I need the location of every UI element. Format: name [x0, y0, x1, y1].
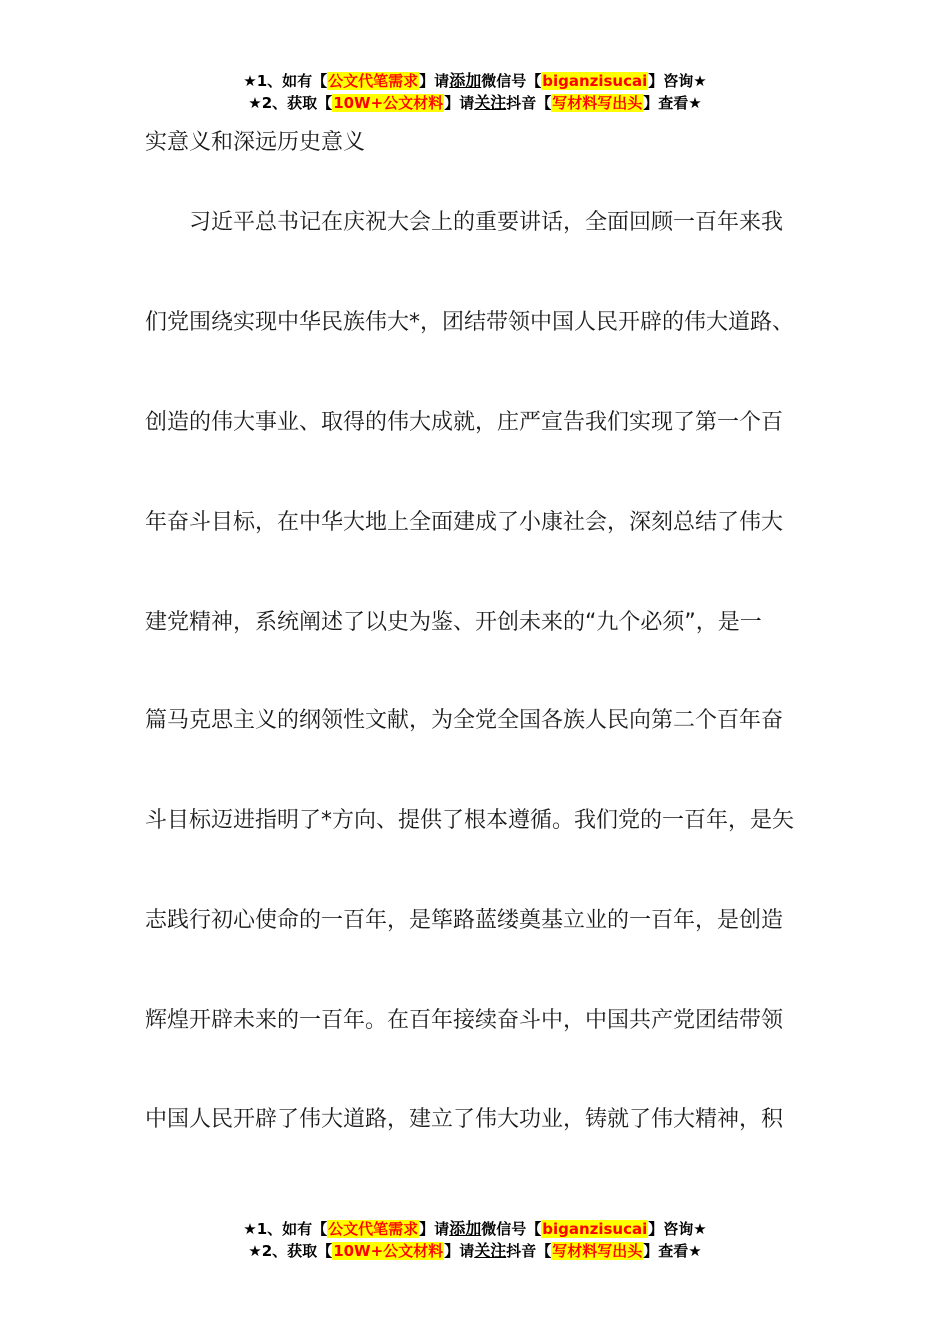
header-banner — [0, 70, 950, 114]
highlight-service: 公文代笔需求 — [328, 1220, 419, 1238]
paragraph-line: 篇马克思主义的纲领性文献，为全党全国各族人民向第二个百年奋 — [145, 708, 784, 733]
banner-line-1 — [0, 70, 950, 92]
highlight-douyin-id: 写材料写出头 — [552, 1242, 643, 1260]
paragraph-line: 志践行初心使命的一百年，是筚路蓝缕奠基立业的一百年，是创造 — [145, 908, 784, 933]
paragraph-line: 斗目标迈进指明了*方向、提供了根本遵循。我们党的一百年，是矢 — [145, 808, 795, 833]
paragraph-line: 建党精神，系统阐述了以史为鉴、开创未来的“九个必须”，是一 — [145, 610, 762, 635]
highlight-wechat-id: biganzisucai — [542, 1220, 648, 1238]
banner-line-1 — [0, 1218, 950, 1240]
paragraph-line: 辉煌开辟未来的一百年。在百年接续奋斗中，中国共产党团结带领 — [145, 1008, 784, 1033]
banner-line-2 — [0, 1240, 950, 1262]
paragraph-line: 习近平总书记在庆祝大会上的重要讲话，全面回顾一百年来我 — [145, 210, 784, 235]
banner-text: 】咨询★ — [648, 1220, 707, 1238]
paragraph-line: 年奋斗目标，在中华大地上全面建成了小康社会，深刻总结了伟大 — [145, 510, 784, 535]
emphasis-follow: 关注 — [474, 93, 507, 112]
banner-text: ★2、获取【 — [248, 94, 333, 112]
banner-text: 抖音【 — [506, 94, 552, 112]
emphasis-add: 添加 — [449, 71, 482, 90]
banner-text: 】查看★ — [643, 94, 702, 112]
banner-text: 微信号【 — [481, 72, 542, 90]
highlight-materials: 10W+公文材料 — [333, 1242, 444, 1260]
banner-text: 】查看★ — [643, 1242, 702, 1260]
banner-text: 】请 — [419, 1220, 450, 1238]
banner-line-2 — [0, 92, 950, 114]
emphasis-add: 添加 — [449, 1219, 482, 1238]
banner-text: ★1、如有【 — [243, 1220, 328, 1238]
footer-banner — [0, 1218, 950, 1262]
banner-text: 】请 — [419, 72, 450, 90]
banner-text: 抖音【 — [506, 1242, 552, 1260]
banner-text: ★2、获取【 — [248, 1242, 333, 1260]
paragraph-line: 们党围绕实现中华民族伟大*，团结带领中国人民开辟的伟大道路、 — [145, 310, 795, 335]
banner-text: 】咨询★ — [648, 72, 707, 90]
banner-text: ★1、如有【 — [243, 72, 328, 90]
highlight-service: 公文代笔需求 — [328, 72, 419, 90]
emphasis-follow: 关注 — [474, 1241, 507, 1260]
paragraph-line: 实意义和深远历史意义 — [145, 130, 366, 155]
banner-text: 微信号【 — [481, 1220, 542, 1238]
highlight-materials: 10W+公文材料 — [333, 94, 444, 112]
highlight-douyin-id: 写材料写出头 — [552, 94, 643, 112]
paragraph-line: 中国人民开辟了伟大道路，建立了伟大功业，铸就了伟大精神，积 — [145, 1107, 784, 1132]
banner-text: 】请 — [444, 1242, 475, 1260]
paragraph-line: 创造的伟大事业、取得的伟大成就，庄严宣告我们实现了第一个百 — [145, 410, 784, 435]
banner-text: 】请 — [444, 94, 475, 112]
highlight-wechat-id: biganzisucai — [542, 72, 648, 90]
